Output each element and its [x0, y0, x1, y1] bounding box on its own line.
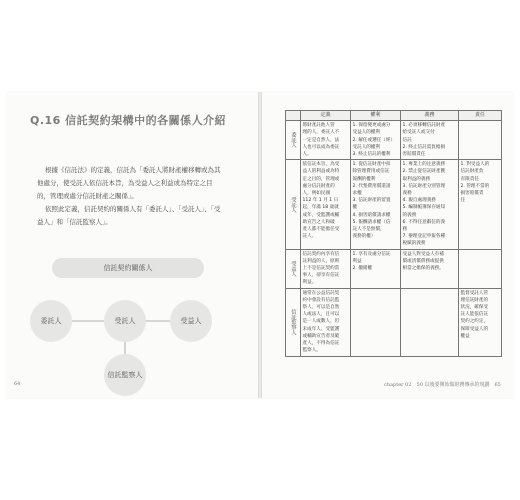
duties-line: 1. 專業上的注意義務: [402, 162, 446, 168]
rights-line: 求權: [352, 191, 362, 197]
rights-line: 1. 享有及處分信託: [352, 251, 391, 257]
cell-rights: [351, 249, 401, 288]
duties-line: 6. 不得任意辭任的義: [402, 219, 446, 225]
cell-duties: [401, 121, 459, 160]
rights-line: 受託人的權利: [352, 144, 381, 150]
duties-line: 取利益的義務: [402, 176, 431, 182]
definition-line: 起，年滿 18 歲就: [302, 205, 339, 211]
table-row: [286, 121, 502, 160]
definition-line: 通常在公益信託契: [302, 290, 340, 296]
rights-line: 託人不是無償，: [352, 227, 385, 233]
liability-line: 狀況，確保受: [460, 305, 489, 311]
duties-line: 4. 親自處理義務: [402, 198, 436, 204]
cell-liability: [459, 160, 502, 249]
cell-duties: [401, 249, 459, 288]
row-role: 受益人: [286, 249, 301, 288]
liability-line: 2. 管理不當的: [460, 183, 490, 189]
definition-line: 理的人，委託人不: [302, 130, 340, 136]
definition-line: 人也可以成為委託: [302, 144, 340, 150]
definition-line: 信託契約內享有信: [302, 251, 340, 257]
definition-line: 人，例如民國: [302, 191, 331, 197]
duties-line: 相當之擔保的義務。: [402, 266, 444, 272]
liability-line: 有限責任: [460, 176, 479, 182]
page-footer-right: chapter 02 50 以後要開始做財務傳承的規劃 65: [384, 382, 501, 388]
header-duties: 義務: [401, 111, 459, 121]
paragraph-parties: 依照此定義，信託契約的關係人有「委託人」、「受託人」、「受益人」和「信託監察人」。: [37, 205, 221, 226]
paragraph-definition: 根據《信託法》的定義，信託為「委託人將財產權移轉或為其他處分，使受託人依信託本旨，為受益人之利益或為特定之目的，管理或處分信託財產之關係」。: [37, 166, 221, 200]
definition-line: 監察人。: [302, 348, 321, 354]
duties-line: 稅賦的義務: [402, 241, 426, 247]
cell-liability: [459, 121, 502, 160]
definition-line: 託人。: [302, 234, 317, 240]
definition-line: 產人都不能擔任受: [302, 227, 340, 233]
duties-line: 害賠償責任: [402, 152, 426, 158]
cell-definition: [301, 160, 351, 249]
header-role: [286, 111, 301, 121]
definition-line: 事人，卻享有信託: [302, 273, 340, 279]
node-beneficiary: 受益人: [170, 300, 212, 342]
duties-line: 2. 禁止從信託財產獲: [402, 169, 446, 175]
rights-line: 1. 保留變更或處分: [352, 123, 391, 129]
table-row: [286, 249, 502, 288]
rights-line: 3. 終止信託的權利: [352, 152, 391, 158]
relationship-table: [285, 110, 502, 357]
duties-line: 2. 終止信託需負擔損: [402, 144, 446, 150]
liability-line: 保障受益人的: [460, 326, 489, 332]
rights-line: 受益人的權利: [352, 130, 381, 136]
rights-line: 1. 從信託財產中扣: [352, 162, 391, 168]
cell-rights: [351, 121, 401, 160]
body-text: [37, 164, 225, 229]
definition-line: 約中會設有信託監: [302, 297, 340, 303]
liability-line: 權益: [460, 333, 470, 339]
row-role: 受託人: [286, 160, 301, 249]
row-role: 信託監察人: [286, 288, 301, 356]
duties-line: 償或清償債務或提供: [402, 258, 444, 264]
cell-liability: [459, 249, 502, 288]
definition-line: 依信託本旨，為受: [302, 162, 340, 168]
cell-rights: [351, 288, 401, 356]
liability-line: 信託財產負: [460, 169, 484, 175]
definition-line: 成年，受監護或輔: [302, 212, 340, 218]
table-row: [286, 160, 502, 249]
rights-line: 權: [352, 205, 358, 211]
definition-line: 將財產託他人管: [302, 123, 335, 129]
duties-line: 信託: [402, 137, 412, 143]
rights-line: 2. 解任或選任（經）: [352, 137, 396, 143]
header-rights: 權利: [351, 111, 401, 121]
rights-line: 2. 撤銷權: [352, 266, 373, 272]
rights-line: 2. 代墊費用償還請: [352, 183, 391, 189]
definition-line: 定之目的，管理或: [302, 176, 340, 182]
rights-line: 利益: [352, 258, 362, 264]
node-supervisor: 信託監察人: [104, 354, 146, 396]
duties-line: 受益人對受益人有補: [402, 251, 444, 257]
liability-line: 任: [460, 198, 466, 204]
liability-line: 託人能依信託: [460, 312, 489, 318]
duties-line: 務: [402, 227, 408, 233]
definition-line: 助宣告之人和破: [302, 219, 335, 225]
table-row: [286, 288, 502, 356]
definition-line: 112 年 1 月 1 日: [302, 198, 339, 204]
definition-line: 上不是信託契約當: [302, 266, 340, 272]
definition-line: 益人的利益或為特: [302, 169, 340, 175]
rights-line: 4. 損害賠償請求權: [352, 212, 391, 218]
cell-duties: [401, 288, 459, 356]
node-trustee: 受託人: [104, 300, 146, 342]
definition-line: 人。: [302, 152, 312, 158]
definition-line: 或輔助宣告者及破: [302, 333, 340, 339]
header-definition: 定義: [301, 111, 351, 121]
duties-line: 的義務: [402, 212, 417, 218]
table-header-row: [286, 111, 502, 121]
definition-line: 處分信託財產的: [302, 183, 335, 189]
definition-line: 是一人或數人，但: [302, 319, 340, 325]
section-title: Q.16 信託契約架構中的各關係人介紹: [30, 114, 227, 127]
liability-line: 契約之約定，: [460, 319, 489, 325]
definition-line: 人或法人，且可以: [302, 312, 340, 318]
liability-line: 理信託財產的: [460, 297, 489, 303]
definition-line: 一定是自然人，法: [302, 137, 340, 143]
liability-line: 1. 對受益人的: [460, 162, 490, 168]
header-liability: 責任: [459, 111, 502, 121]
rights-line: 5. 報酬請求權（信: [352, 219, 391, 225]
cell-rights: [351, 160, 401, 249]
duties-line: 1. 必須移轉信託財產: [402, 123, 446, 129]
definition-line: 利益。: [302, 280, 317, 286]
rights-line: 除管理費用或信託: [352, 169, 390, 175]
cell-definition: [301, 249, 351, 288]
rights-line: 報酬的權利: [352, 176, 376, 182]
definition-line: 託利益的人，原則: [302, 258, 340, 264]
definition-line: 產人，不得為信託: [302, 341, 340, 347]
cell-definition: [301, 121, 351, 160]
liability-line: 監督受託人管: [460, 290, 489, 296]
liability-line: 損害賠償責: [460, 191, 484, 197]
relationship-diagram: [30, 285, 230, 395]
cell-definition: [301, 288, 351, 356]
duties-line: 給受託人或交付: [402, 130, 435, 136]
duties-line: 義務: [402, 191, 412, 197]
rights-line: 義務的權）: [352, 234, 376, 240]
duties-line: 3. 信託財產分別管理: [402, 183, 446, 189]
definition-line: 察人，可以是自然: [302, 305, 340, 311]
cell-duties: [401, 160, 459, 249]
row-role: 委託人: [286, 121, 301, 160]
definition-line: 未成年人、受監護: [302, 326, 340, 332]
diagram-header: 信託契約關係人: [52, 258, 204, 278]
duties-line: 7. 辦理登記申報各種: [402, 234, 446, 240]
rights-line: 3. 信託財產的留置: [352, 198, 391, 204]
duties-line: 5. 編制帳簿保存通知: [402, 205, 446, 211]
node-settlor: 委託人: [30, 300, 72, 342]
cell-liability: [459, 288, 502, 356]
page-number-left: 64: [14, 381, 21, 387]
